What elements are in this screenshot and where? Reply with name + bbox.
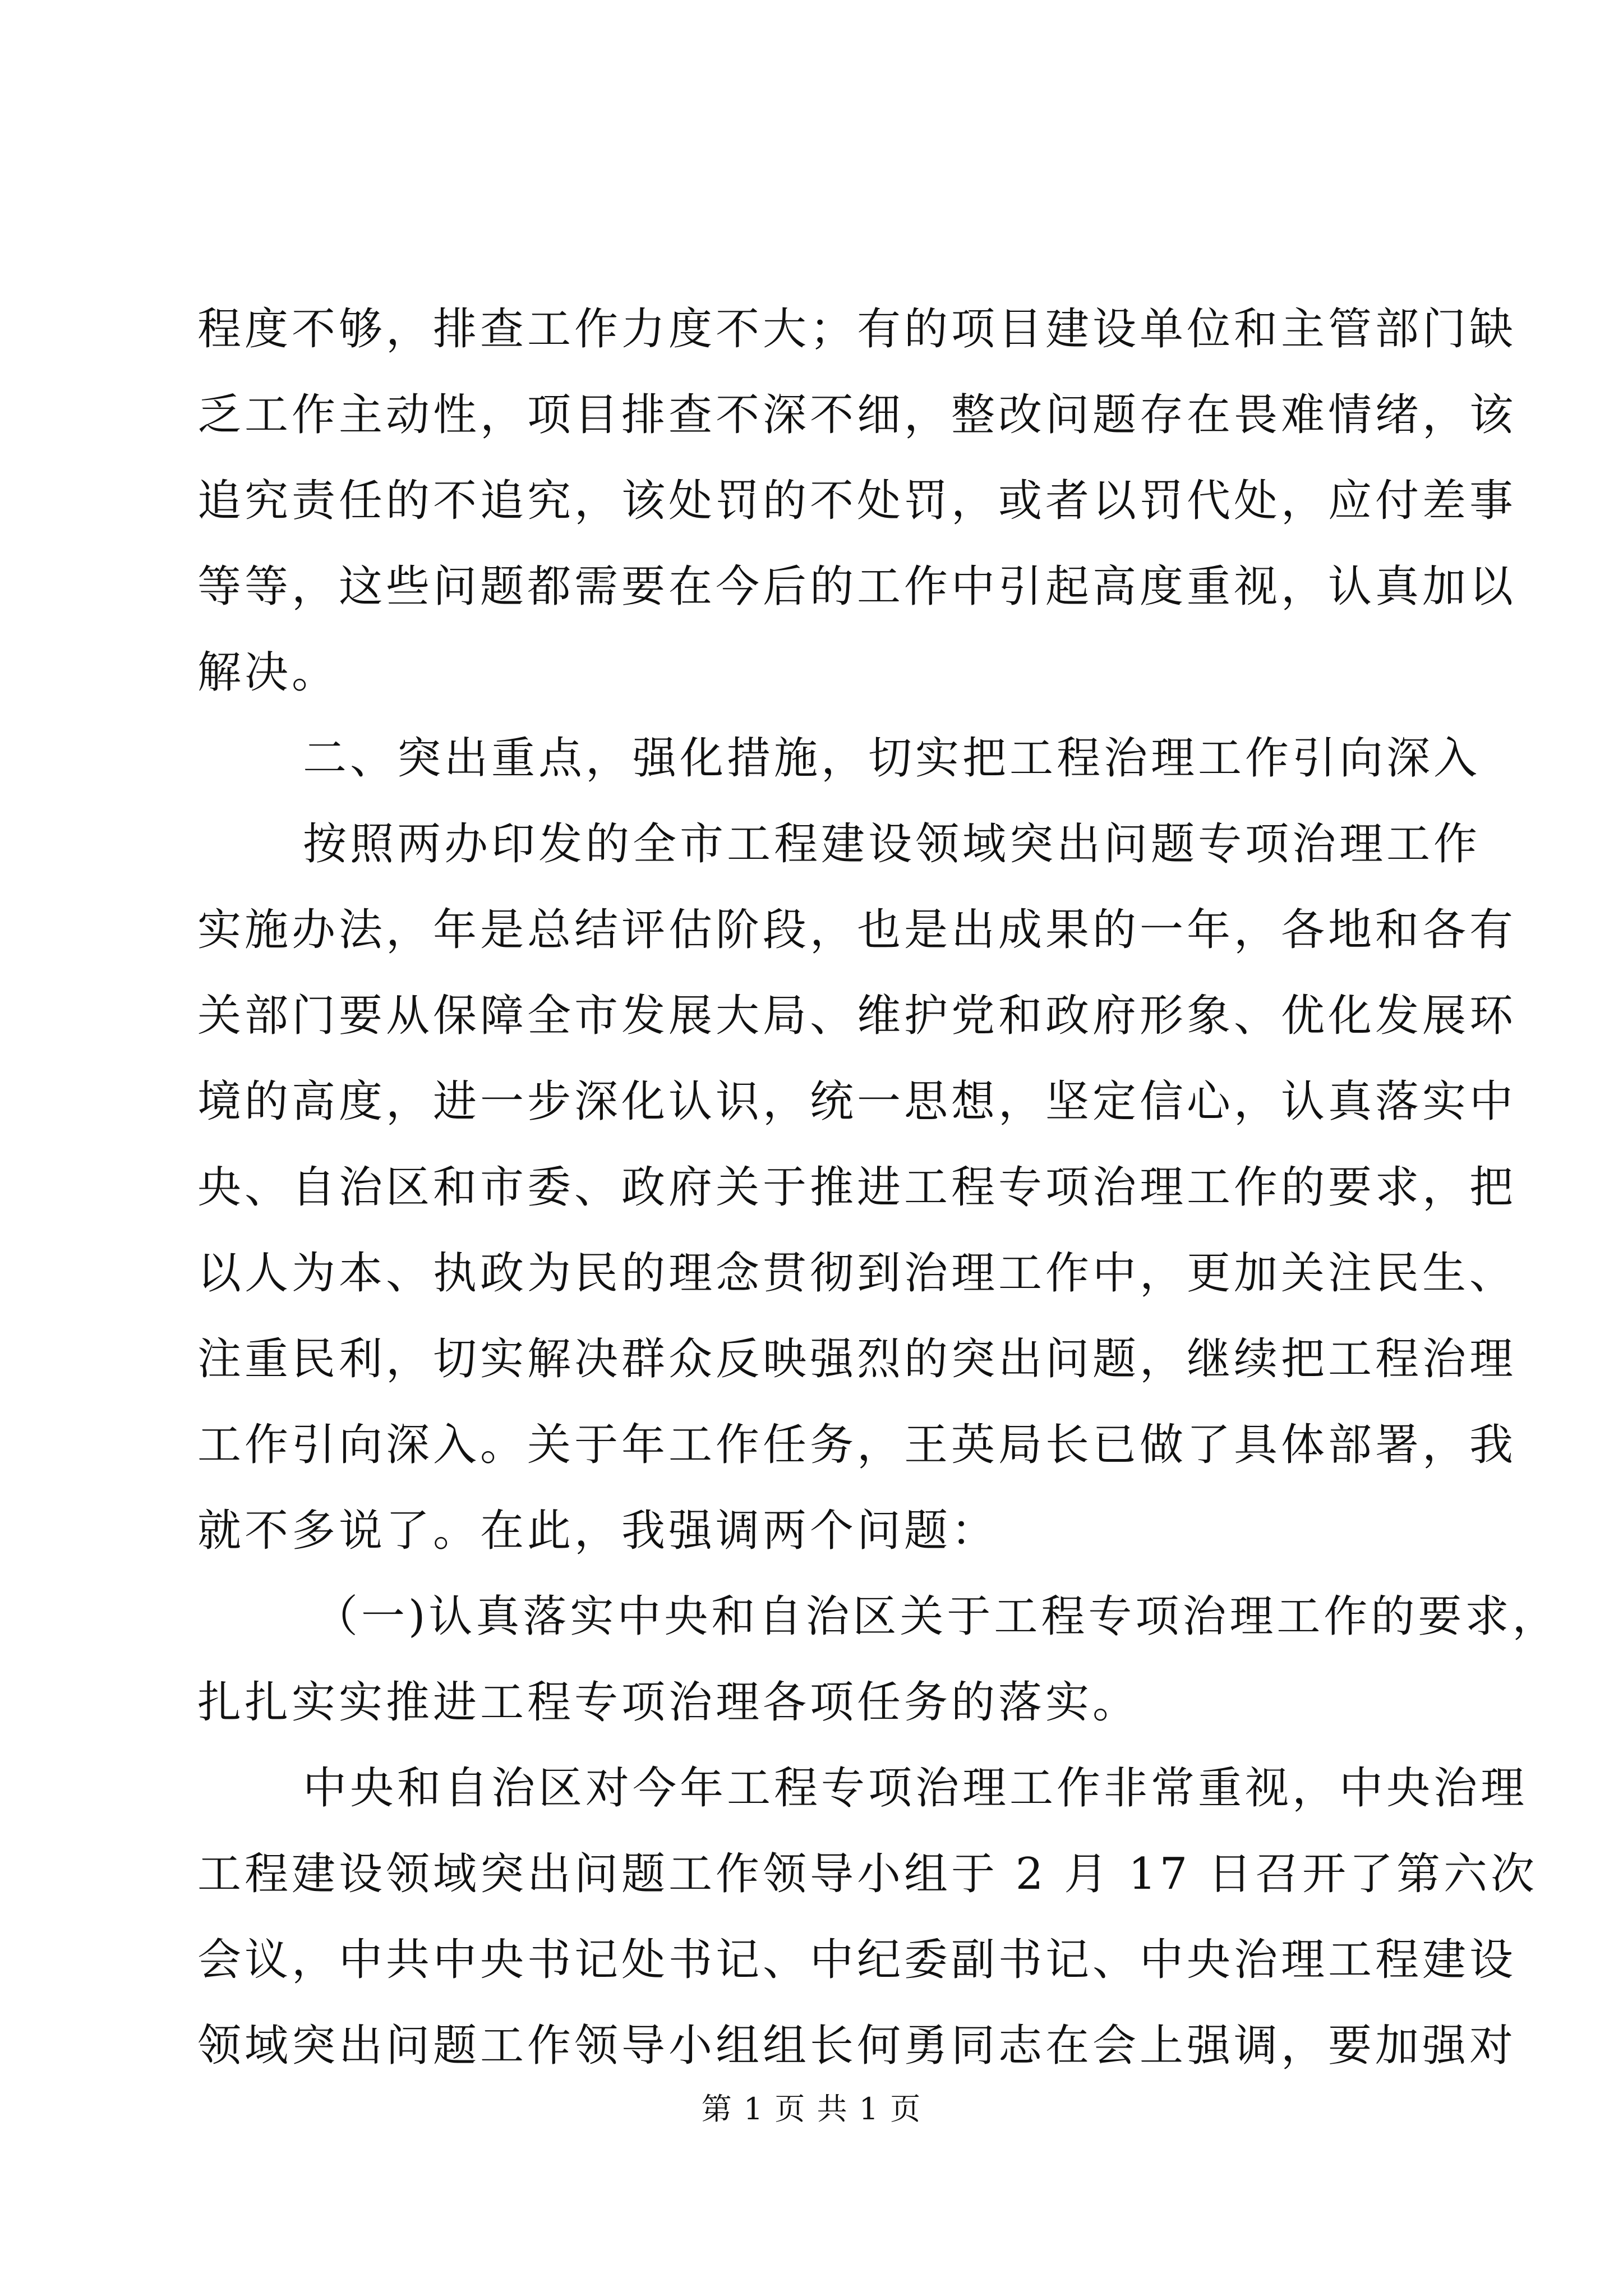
body-text-line: 就不多说了。在此，我强调两个问题： [197, 1506, 999, 1556]
body-text-line: 工程建设领域突出问题工作领导小组于 2 月 17 日召开了第六次 [197, 1849, 1538, 1899]
body-text-line: 央、自治区和市委、政府关于推进工程专项治理工作的要求，把 [197, 1162, 1517, 1213]
body-text-line: 会议，中共中央书记处书记、中纪委副书记、中央治理工程建设 [197, 1935, 1517, 1985]
body-text-line: 程度不够，排查工作力度不大；有的项目建设单位和主管部门缺 [197, 304, 1517, 355]
body-text-line: 工作引向深入。关于年工作任务，王英局长已做了具体部署，我 [197, 1420, 1517, 1470]
body-text-line: 解决。 [197, 647, 339, 698]
body-text-line: 实施办法，年是总结评估阶段，也是出成果的一年，各地和各有 [197, 905, 1517, 955]
body-text-line: 按照两办印发的全市工程建设领域突出问题专项治理工作 [303, 819, 1481, 869]
body-text-line: 中央和自治区对今年工程专项治理工作非常重视，中央治理 [303, 1763, 1528, 1814]
body-text-line: 等等，这些问题都需要在今后的工作中引起高度重视，认真加以 [197, 562, 1517, 612]
body-text-line: 关部门要从保障全市发展大局、维护党和政府形象、优化发展环 [197, 991, 1517, 1041]
body-text-line: 境的高度，进一步深化认识，统一思想，坚定信心，认真落实中 [197, 1076, 1517, 1127]
body-text-line: 领域突出问题工作领导小组组长何勇同志在会上强调，要加强对 [197, 2021, 1517, 2071]
subsection-heading: （一)认真落实中央和自治区关于工程专项治理工作的要求， [314, 1591, 1560, 1642]
body-text-line: 乏工作主动性，项目排查不深不细，整改问题存在畏难情绪，该 [197, 390, 1517, 440]
page-footer: 第 1 页 共 1 页 [701, 2091, 922, 2127]
body-text-line: 以人为本、执政为民的理念贯彻到治理工作中，更加关注民生、 [197, 1248, 1517, 1299]
body-text-line: 追究责任的不追究，该处罚的不处罚，或者以罚代处，应付差事 [197, 476, 1517, 526]
section-heading: 二、突出重点，强化措施，切实把工程治理工作引向深入 [303, 733, 1481, 784]
subsection-heading-continued: 扎扎实实推进工程专项治理各项任务的落实。 [197, 1677, 1140, 1728]
body-text-line: 注重民利，切实解决群众反映强烈的突出问题，继续把工程治理 [197, 1334, 1517, 1384]
